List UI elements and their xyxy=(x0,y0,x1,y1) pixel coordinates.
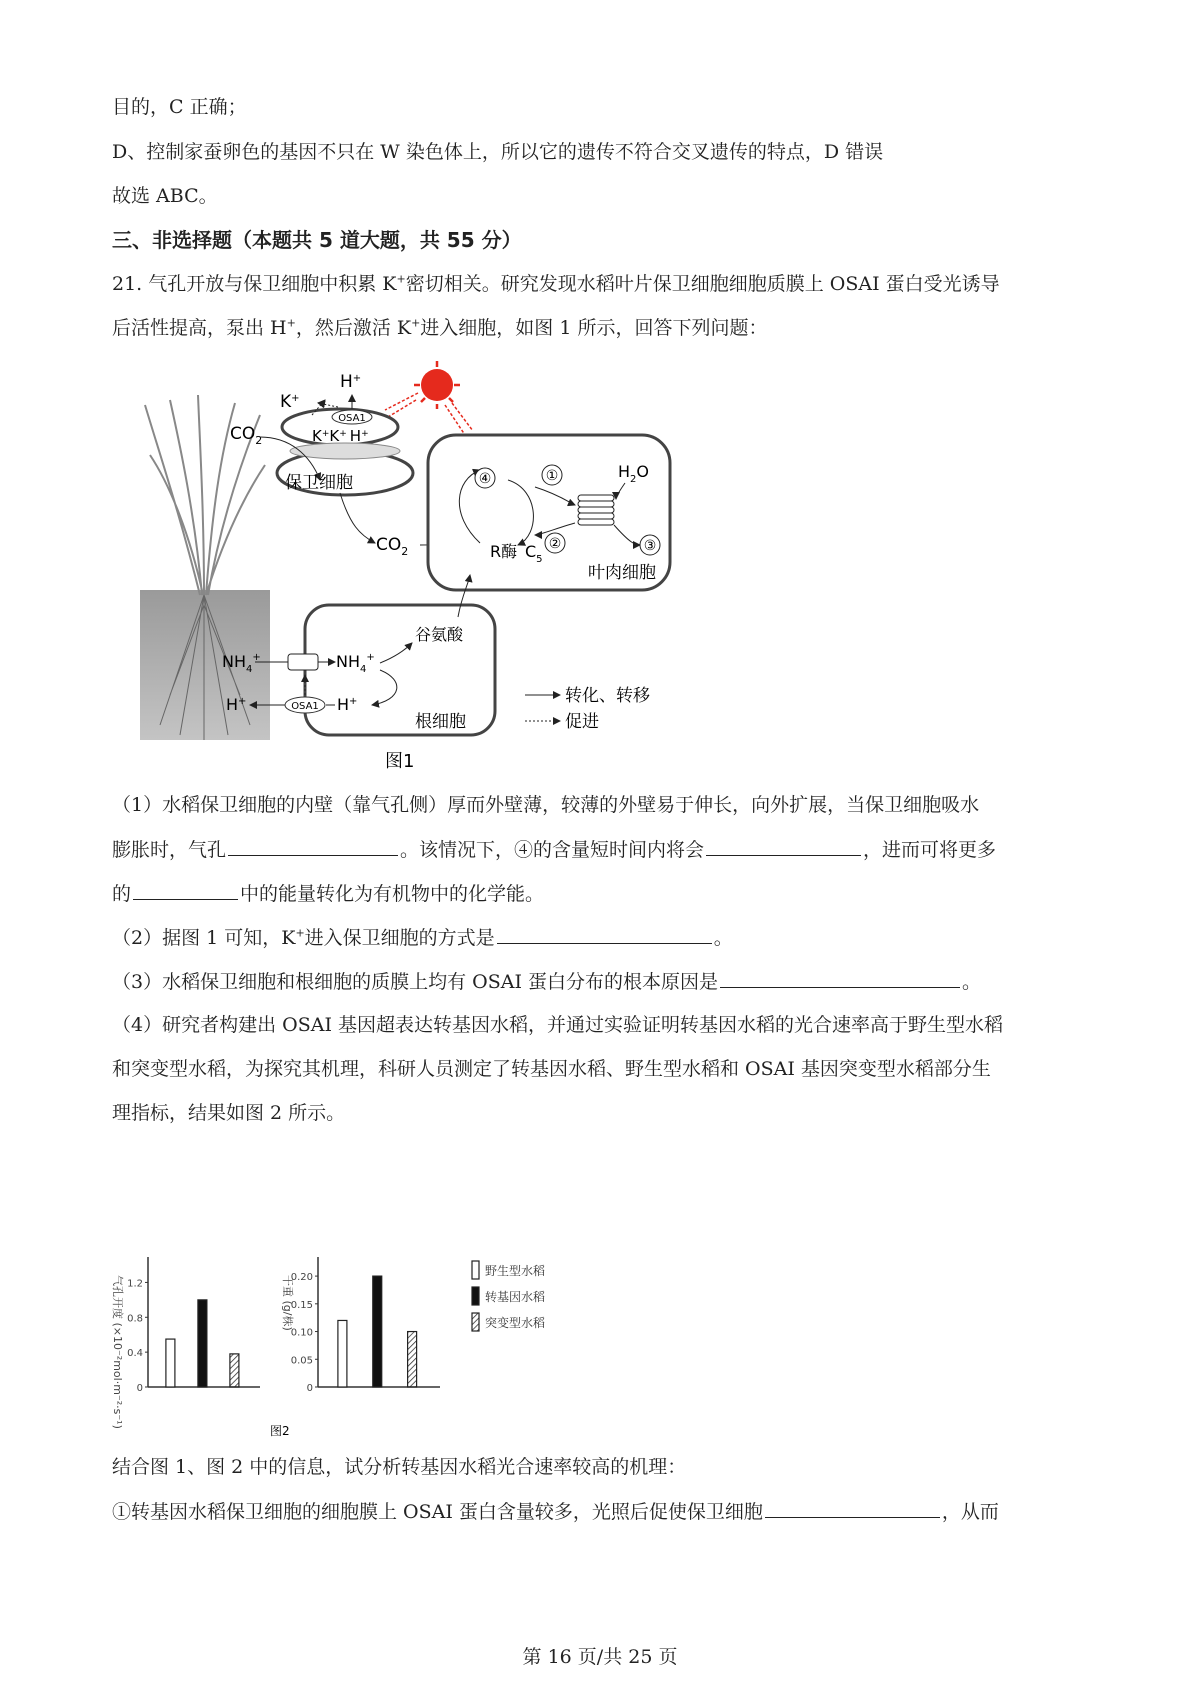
bar xyxy=(338,1320,347,1387)
figure-2-legend xyxy=(472,1261,545,1331)
question-21-text: 21. 气孔开放与保卫细胞中积累 K+密切相关。研究发现水稻叶片保卫细胞细胞质膜上 OSAI 蛋白受光诱导 xyxy=(112,272,1000,295)
figure-2-charts xyxy=(110,1245,630,1445)
y-axis-label: 气孔开度 (×10⁻²mol·m⁻²·s⁻¹) xyxy=(111,1275,124,1429)
answer-blank[interactable] xyxy=(706,837,861,856)
co2-label: $CO_2$ xyxy=(376,535,409,558)
part-1-text: 的 中的能量转化为有机物中的化学能。 xyxy=(112,883,545,905)
nh4-label: $NH_4^+$ xyxy=(222,652,261,675)
legend-dotted-label: 促进 xyxy=(565,712,599,732)
glutamate-label: 谷氨酸 xyxy=(415,625,464,644)
thylakoid-stack xyxy=(578,495,614,525)
figure-2-caption: 图2 xyxy=(270,1424,290,1438)
answer-blank[interactable] xyxy=(228,837,398,856)
h-ion-label: H+ xyxy=(337,695,358,714)
answer-blank[interactable] xyxy=(720,969,960,988)
root-cell xyxy=(305,605,495,735)
part-4-text: 理指标，结果如图 2 所示。 xyxy=(112,1102,346,1124)
legend-swatch xyxy=(472,1313,479,1331)
r-enzyme-label: R酶 xyxy=(490,542,518,561)
rice-plant-illustration xyxy=(140,395,270,740)
osa1-protein-label: OSA1 xyxy=(338,413,366,424)
water-label: $H_2O$ xyxy=(618,462,649,485)
label-1: ① xyxy=(545,468,559,484)
legend-swatch xyxy=(472,1287,479,1305)
guard-cell-label: 保卫细胞 xyxy=(285,473,353,493)
label-4: ④ xyxy=(478,471,492,487)
y-tick-label: 1.2 xyxy=(127,1278,143,1290)
label-3: ③ xyxy=(643,538,657,554)
y-tick-label: 0.15 xyxy=(290,1299,313,1311)
nh4-label: $NH_4^+$ xyxy=(336,652,375,675)
y-axis-label: 干重 (g/株) xyxy=(281,1275,294,1331)
y-tick-label: 0.4 xyxy=(127,1348,143,1360)
y-tick-label: 0.05 xyxy=(290,1355,313,1367)
legend-label: 转基因水稻 xyxy=(485,1290,546,1304)
chart-dry-weight xyxy=(281,1257,440,1394)
bar xyxy=(408,1332,417,1387)
text-line: 故选 ABC。 xyxy=(112,185,218,207)
text-line: 目的，C 正确； xyxy=(112,96,247,118)
legend-solid-label: 转化、转移 xyxy=(565,686,650,706)
analysis-text: ①转基因水稻保卫细胞的细胞膜上 OSAI 蛋白含量较多，光照后促使保卫细胞 ，从而 xyxy=(112,1501,999,1523)
legend-swatch xyxy=(472,1261,479,1279)
bar xyxy=(198,1300,207,1387)
bar xyxy=(166,1339,175,1387)
answer-blank[interactable] xyxy=(133,881,238,900)
part-2-text: （2）据图 1 可知，K+进入保卫细胞的方式是 。 xyxy=(112,926,733,949)
y-tick-label: 0 xyxy=(306,1383,313,1394)
osa1-protein-label: OSA1 xyxy=(291,701,319,712)
answer-blank[interactable] xyxy=(497,925,712,944)
y-tick-label: 0.8 xyxy=(127,1313,143,1325)
figure-1-diagram xyxy=(140,372,740,845)
ion-label: K+K+ H+ xyxy=(312,427,369,445)
root-cell-label: 根细胞 xyxy=(415,712,466,732)
k-ion-label: K+ xyxy=(280,392,300,412)
y-tick-label: 0 xyxy=(136,1383,143,1394)
nh4-transporter xyxy=(288,654,318,670)
figure-1-caption: 图1 xyxy=(385,751,415,772)
c5-label: $C_5$ xyxy=(525,542,543,565)
legend-label: 野生型水稻 xyxy=(485,1264,546,1278)
analysis-text: 结合图 1、图 2 中的信息，试分析转基因水稻光合速率较高的机理： xyxy=(112,1456,687,1478)
text-line: D、控制家蚕卵色的基因不只在 W 染色体上，所以它的遗传不符合交叉遗传的特点，D 错误 xyxy=(112,141,884,163)
part-1-text: 膨胀时，气孔 。该情况下，④的含量短时间内将会 ，进而可将更多 xyxy=(112,839,997,861)
part-4-text: （4）研究者构建出 OSAI 基因超表达转基因水稻，并通过实验证明转基因水稻的光合速率高于野生型水稻 xyxy=(112,1014,1003,1036)
legend-label: 突变型水稻 xyxy=(485,1316,546,1330)
h-ion-label: H+ xyxy=(340,372,362,392)
bar xyxy=(373,1276,382,1387)
y-tick-label: 0.20 xyxy=(290,1272,313,1284)
page-footer: 第 16 页/共 25 页 xyxy=(522,1646,678,1668)
section-heading: 三、非选择题（本题共 5 道大题，共 55 分） xyxy=(112,228,522,252)
question-21-text: 后活性提高，泵出 H+，然后激活 K+进入细胞，如图 1 所示，回答下列问题： xyxy=(112,316,768,339)
part-3-text: （3）水稻保卫细胞和根细胞的质膜上均有 OSAI 蛋白分布的根本原因是 。 xyxy=(112,971,982,993)
part-4-text: 和突变型水稻，为探究其机理，科研人员测定了转基因水稻、野生型水稻和 OSAI 基因突变型水稻部分生 xyxy=(112,1058,991,1080)
answer-blank[interactable] xyxy=(765,1499,940,1518)
mesophyll-cell-label: 叶肉细胞 xyxy=(588,563,656,583)
label-2: ② xyxy=(548,536,562,552)
part-1-text: （1）水稻保卫细胞的内壁（靠气孔侧）厚而外壁薄，较薄的外壁易于伸长，向外扩展，当保卫细胞吸水 xyxy=(112,794,980,816)
bar xyxy=(230,1354,239,1387)
y-tick-label: 0.10 xyxy=(290,1327,313,1339)
chart-stomatal-aperture xyxy=(111,1257,260,1429)
h-ion-label: H+ xyxy=(226,695,247,714)
co2-label: $CO_2$ xyxy=(230,424,263,447)
